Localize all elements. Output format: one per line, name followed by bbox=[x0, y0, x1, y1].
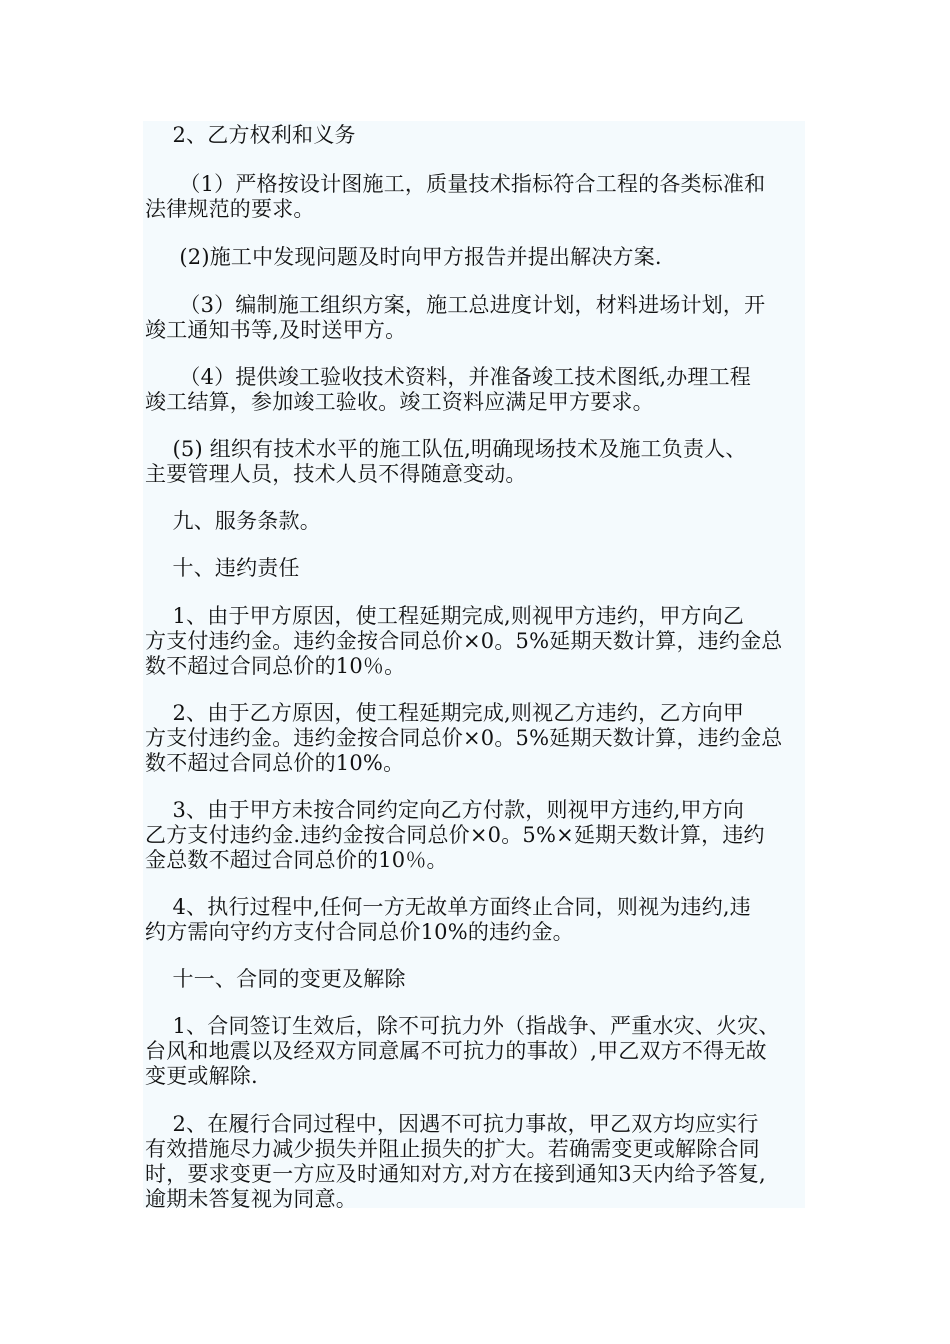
paragraph-line: 变更或解除. bbox=[145, 1064, 258, 1088]
paragraph-line: (5) 组织有技术水平的施工队伍,明确现场技术及施工负责人、 bbox=[145, 437, 747, 461]
paragraph-line: 2、乙方权利和义务 bbox=[145, 123, 356, 147]
paragraph-line: （4）提供竣工验收技术资料，并准备竣工技术图纸,办理工程 bbox=[145, 365, 752, 389]
paragraph-line: （1）严格按设计图施工，质量技术指标符合工程的各类标准和 bbox=[145, 172, 766, 196]
paragraph-line: 竣工通知书等,及时送甲方。 bbox=[145, 318, 407, 342]
paragraph-line: 1、合同签订生效后，除不可抗力外（指战争、严重水灾、火灾、 bbox=[145, 1014, 780, 1038]
paragraph-line: 数不超过合同总价的10％。 bbox=[145, 654, 406, 678]
paragraph-line: 2、在履行合同过程中，因遇不可抗力事故，甲乙双方均应实行 bbox=[145, 1112, 759, 1136]
paragraph-line: 有效措施尽力减少损失并阻止损失的扩大。若确需变更或解除合同 bbox=[145, 1137, 760, 1161]
paragraph-line: 竣工结算，参加竣工验收。竣工资料应满足甲方要求。 bbox=[145, 390, 654, 414]
section-heading: 十一、合同的变更及解除 bbox=[145, 967, 406, 991]
section-heading: 十、违约责任 bbox=[145, 556, 300, 580]
paragraph-line: 约方需向守约方支付合同总价10%的违约金。 bbox=[145, 920, 574, 944]
paragraph-line: 逾期未答复视为同意。 bbox=[145, 1187, 357, 1211]
paragraph-line: 法律规范的要求。 bbox=[145, 197, 315, 221]
paragraph-line: 3、由于甲方未按合同约定向乙方付款，则视甲方违约,甲方向 bbox=[145, 798, 745, 822]
paragraph-line: 方支付违约金。违约金按合同总价×0。5%延期天数计算，违约金总 bbox=[145, 726, 783, 750]
paragraph-line: 台风和地震以及经双方同意属不可抗力的事故）,甲乙双方不得无故 bbox=[145, 1039, 767, 1063]
paragraph-line: （3）编制施工组织方案，施工总进度计划，材料进场计划，开 bbox=[145, 293, 766, 317]
paragraph-line: (2)施工中发现问题及时向甲方报告并提出解决方案. bbox=[145, 245, 662, 269]
paragraph-line: 乙方支付违约金.违约金按合同总价×0。5%×延期天数计算，违约 bbox=[145, 823, 765, 847]
paragraph-line: 数不超过合同总价的10%。 bbox=[145, 751, 405, 775]
paragraph-line: 金总数不超过合同总价的10％。 bbox=[145, 848, 448, 872]
section-heading: 九、服务条款。 bbox=[145, 509, 321, 533]
paragraph-line: 1、由于甲方原因，使工程延期完成,则视甲方违约，甲方向乙 bbox=[145, 604, 745, 628]
paragraph-line: 方支付违约金。违约金按合同总价×0。5%延期天数计算，违约金总 bbox=[145, 629, 783, 653]
paragraph-line: 时，要求变更一方应及时通知对方,对方在接到通知3天内给予答复, bbox=[145, 1162, 766, 1186]
paragraph-line: 4、执行过程中,任何一方无故单方面终止合同，则视为违约,违 bbox=[145, 895, 752, 919]
paragraph-line: 主要管理人员，技术人员不得随意变动。 bbox=[145, 462, 527, 486]
paragraph-line: 2、由于乙方原因，使工程延期完成,则视乙方违约，乙方向甲 bbox=[145, 701, 745, 725]
